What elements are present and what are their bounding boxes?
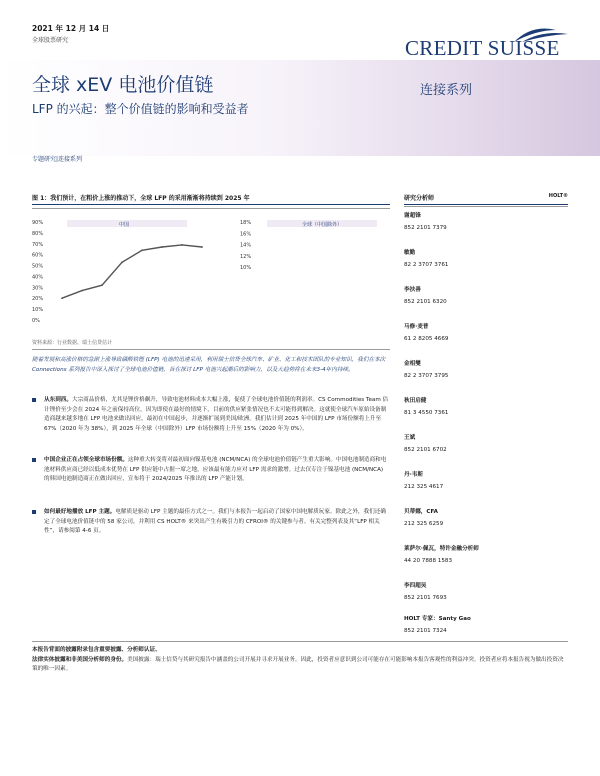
- y-tick-label: 90%: [32, 220, 44, 226]
- analyst-entry: 秋田启健 81 3 4550 7361: [404, 398, 449, 416]
- china-data-point: [201, 246, 203, 248]
- bullet-text: 大宗商品价格，尤其是锂价格飙升，导致电池材料成本大幅上涨，促使了全球电池价值链的利润率。CS Commodities Team 估计锂价至少会在 2024 年之前保持高位，因为即使在最好的情境下，目前的供应紧张情况也不太可能得到解决。这就使全球汽车原始设备制造商越来越多地在 LFP 电池来做出回应，最初在中国起步，并逐渐扩展到美国/欧洲。我们估计到 2025 年中国的 LFP 市场份额将上升至 67%（2020 年为 38%），到 2025 年全球（中国除外）LFP 市场份额将上升至 15%（2020 年为 0%）。: [44, 397, 389, 432]
- figure-title: 图 1：我们预计，在粗价上涨的推动下，全球 LFP 的采用渐渐将持续到 2025 年: [32, 193, 390, 205]
- china-data-point: [141, 249, 143, 251]
- y-tick-label: 60%: [32, 252, 44, 259]
- china-data-point: [81, 290, 83, 292]
- y-tick-label: 30%: [32, 285, 44, 292]
- analyst-entry: 李四超吴 852 2101 7693: [404, 583, 447, 601]
- disclosure-line1: 本报告背面的披露附录包含重要披露、分析师认证、: [32, 647, 161, 653]
- analyst-entry: 李扶善 852 2101 6320: [404, 287, 447, 305]
- figure-divider: [32, 208, 390, 209]
- figure-chart: [32, 212, 390, 336]
- bullet-lfp-theme: [32, 508, 390, 537]
- analyst-entry: 莱萨尔·佩瓦，特许金融分析师 44 20 7888 1583: [404, 546, 479, 564]
- bullet-lead: 如何最好地播放 LFP 主题。: [44, 509, 116, 515]
- y-tick-label: 18%: [240, 220, 252, 226]
- china-data-point: [121, 261, 123, 263]
- y-tick-label: 12%: [240, 253, 252, 260]
- bullet-square-icon: [32, 458, 36, 462]
- y-tick-label: 50%: [32, 263, 44, 270]
- bullet-square-icon: [32, 510, 36, 514]
- analyst-entry: 贝蒂娜，CFA 212 325 6259: [404, 509, 444, 527]
- bullet-china-share: [32, 456, 390, 485]
- disclosure: [32, 646, 568, 675]
- intro-paragraph: 随着发展和高涨价格的急剧上涨导致磷酸铁锂 (LFP) 电池的迅速采用，利用瑞士信贷全球汽车、矿业、化工和技术团队的专业知识，我们在本次 Connections 系列报告中深入探讨了全球电池价值链，旨在探讨 LFP 电池兴起潮后的影响力，以及大趋势将在未来3-4年内持续。: [32, 357, 386, 373]
- report-date: 2021 年 12 月 14 日: [32, 24, 110, 33]
- y-tick-label: 20%: [32, 296, 44, 303]
- analyst-entry: 马修·麦普 61 2 8205 4669: [404, 324, 449, 342]
- china-data-point: [161, 246, 163, 248]
- credit-suisse-logo: CREDIT SUISSE: [405, 36, 560, 60]
- disclosure-line2-bold: 法律实体披露和非美国分析师的身份。: [32, 656, 128, 663]
- global-ex-china-chart: [240, 220, 377, 271]
- bullet-lead: 从东到西。: [44, 397, 72, 403]
- china-data-point: [101, 284, 103, 286]
- disclosure-line2-text: 美国披露：瑞士信贷与其研究报告中涵盖的公司开展并寻求开展业务。因此，投资者应意识到公司可能存在可能影响本报告客观性的利益冲突。投资者应将本报告视为做出投资决策的唯一因素。: [32, 656, 564, 672]
- analysts-header: [404, 193, 568, 205]
- disclosure-divider: [32, 641, 568, 642]
- y-tick-label: 16%: [240, 231, 252, 238]
- figure-source: 资料来源：行业数据、瑞士信贷估计: [32, 339, 390, 350]
- report-subtitle: LFP 的兴起：整个价值链的影响和受益者: [32, 102, 249, 116]
- report-tag: 专题研究|连接系列: [32, 156, 83, 163]
- y-tick-label: 0%: [32, 318, 40, 324]
- bullet-east-west: [32, 396, 390, 434]
- y-tick-label: 40%: [32, 274, 44, 281]
- y-tick-label: 10%: [32, 307, 44, 314]
- series-label: 连接系列: [420, 83, 473, 98]
- china-data-point: [181, 244, 183, 246]
- bullet-text: 电解质是驱动 LFP 主题的最佳方式之一。我们与本报告一起启动了国家中国电解质玩家。除此之外，我们还确定了全球电池价值链中的 58 家公司，并利用 CS HOLT® 来突出产生有吸引力的 CFROI® 的关键参与者。有关完整列表及其“LFP 相关性”，请参阅第 4-6 页。: [44, 509, 386, 534]
- analyst-entry: 王斌 852 2101 6702: [404, 435, 447, 453]
- analyst-entry: HOLT 专家：Santy Gao 852 2101 7324: [404, 616, 471, 634]
- china-data-point: [61, 297, 63, 299]
- analyst-entry: 金相燮 82 2 3707 3795: [404, 361, 449, 379]
- china-chart: [32, 220, 203, 324]
- analysts-divider: [404, 206, 568, 207]
- china-series-line: [62, 245, 202, 298]
- y-tick-label: 80%: [32, 230, 44, 237]
- y-tick-label: 70%: [32, 241, 44, 248]
- report-title: 全球 xEV 电池价值链: [32, 74, 214, 96]
- global-panel-title: 全球（中国除外）: [301, 222, 343, 228]
- china-panel-title: 中国: [118, 222, 130, 228]
- bullet-lead: 中国企业正在占领全球市场份额。: [44, 457, 128, 463]
- holt-label: HOLT®: [548, 193, 568, 199]
- analyst-entry: 谢超锋 852 2101 7379: [404, 213, 447, 231]
- y-tick-label: 14%: [240, 242, 252, 249]
- bullet-square-icon: [32, 398, 36, 402]
- bullet-text: 这种重大转变将对最初面向镍基电池 (NCM/NCA) 的全球电池价值链产生重大影响。中国电池制造商和电池材料供应商已经以低成本优势在 LFP 供应链中占据一席之地，应该最有能力应对 LFP 需求的激增。过去仅专注于镍基电池 (NCM/NCA) 的韩国电池制造商正在做出回应，宣布将于 2024/2025 年推出的 LFP 产能计划。: [44, 457, 387, 482]
- department-label: 全球股票研究: [32, 37, 69, 44]
- analysts-header-label: 研究分析师: [404, 195, 435, 202]
- analyst-entry: 敏勤 82 2 3707 3761: [404, 250, 449, 268]
- analyst-entry: 丹·韦斯 212 325 4617: [404, 472, 444, 490]
- y-tick-label: 10%: [240, 265, 252, 271]
